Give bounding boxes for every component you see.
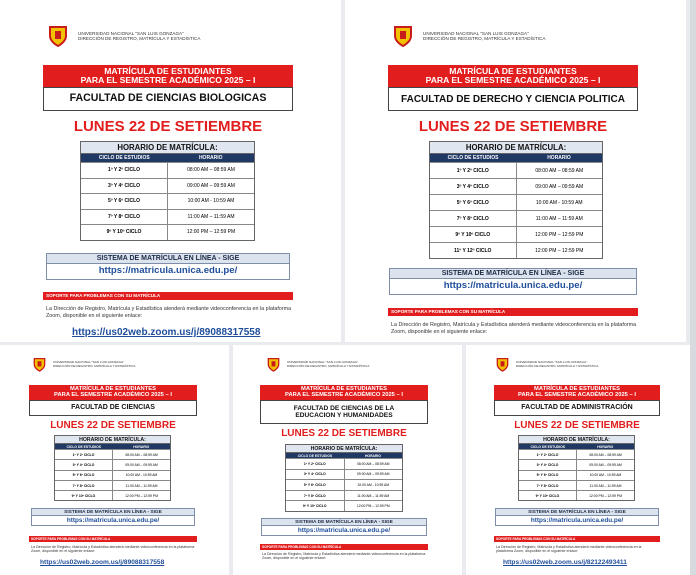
cycle-cell: 5º Y 6º CICLO [81, 194, 168, 209]
faculty-name: FACULTAD DE CIENCIAS DE LA EDUCACION Y HUMANIDADES [260, 400, 428, 424]
schedule-table [54, 435, 171, 501]
cycle-cell: 1º Y 2º CICLO [81, 163, 168, 178]
support-banner: SOPORTE PARA PROBLEMAS CON SU MATRÍCULA [29, 536, 197, 542]
sige-box [495, 508, 659, 526]
sige-box [31, 508, 195, 526]
time-cell: 10:00 AM - 10:59 AM [187, 198, 235, 205]
schedule-row [286, 490, 402, 501]
col-time: HORARIO [547, 155, 571, 161]
office-name: DIRECCIÓN DE REGISTRO, MATRÍCULA Y ESTADÍSTICA [287, 363, 370, 368]
cycle-cell: 1º Y 2º CICLO [286, 459, 345, 469]
time-cell: 10:00 AM - 10:59 AM [535, 199, 583, 206]
time-cell: 10:00 AM - 10:59 AM [125, 473, 158, 478]
flyer-header [496, 357, 598, 372]
schedule-row [286, 479, 402, 490]
faculty-name: FACULTAD DE ADMINISTRACIÓN [494, 400, 660, 416]
schedule-row [430, 162, 602, 178]
sige-title: SISTEMA DE MATRÍCULA EN LÍNEA - SIGE [47, 254, 289, 264]
time-cell: 09:00 AM – 09:59 AM [589, 462, 622, 467]
schedule-row [55, 459, 170, 469]
sige-link[interactable]: https://matricula.unica.edu.pe/ [530, 517, 624, 524]
time-cell: 11:00 AM – 11:59 AM [535, 215, 583, 222]
col-time: HORARIO [364, 453, 381, 458]
office-name: DIRECCIÓN DE REGISTRO, MATRÍCULA Y ESTADÍSTICA [78, 36, 201, 41]
time-cell: 08:00 AM – 08:59 AM [125, 452, 158, 457]
flyer-ciencias[interactable] [0, 345, 229, 575]
faculty-name: FACULTAD DE DERECHO Y CIENCIA POLITICA [388, 87, 638, 111]
cycle-cell: 5º Y 6º CICLO [430, 195, 517, 210]
schedule-title: HORARIO DE MATRÍCULA: [430, 142, 602, 154]
support-text: La Dirección de Registro, Matrícula y Estadística atenderá mediante videoconferencia en la plataforma Zoom, disponible en el siguiente enlace: [46, 306, 292, 319]
cycle-cell: 5º Y 6º CICLO [55, 471, 113, 480]
time-cell: 12:00 PM – 12:59 PM [356, 504, 390, 509]
time-cell: 11:00 AM – 11:59 AM [187, 213, 235, 220]
cycle-cell: 11º Y 12º CICLO [430, 243, 517, 258]
schedule-table [80, 141, 255, 241]
sige-link[interactable]: https://matricula.unica.edu.pe/ [443, 280, 583, 291]
time-cell: 12:00 PM – 12:59 PM [186, 229, 236, 236]
scrollbar-track[interactable] [690, 0, 696, 575]
support-banner: SOPORTE PARA PROBLEMAS CON SU MATRÍCULA [43, 292, 293, 300]
time-cell: 09:00 AM – 09:59 AM [357, 472, 390, 477]
schedule-header-row [430, 154, 602, 162]
cycle-cell: 3º Y 4º CICLO [519, 460, 577, 469]
schedule-row [430, 242, 602, 258]
office-name: DIRECCIÓN DE REGISTRO, MATRÍCULA Y ESTADÍSTICA [53, 363, 136, 368]
university-crest-icon [267, 357, 280, 372]
enrollment-banner: MATRÍCULA DE ESTUDIANTES PARA EL SEMESTRE ACADÉMICO 2025 – I [388, 65, 638, 87]
schedule-table [429, 141, 603, 259]
flyer-header [267, 357, 369, 372]
time-cell: 10:00 AM - 10:59 AM [589, 473, 622, 478]
flyer-educacion[interactable] [233, 345, 462, 575]
schedule-header-row [286, 453, 402, 458]
col-cycle: CICLO DE ESTUDIOS [297, 453, 333, 458]
schedule-row [519, 459, 634, 469]
support-text: La Dirección de Registro, Matrícula y Estadística atenderá mediante videoconferencia en la plataforma Zoom, disponible en el siguiente enlace: [262, 552, 426, 561]
time-cell: 10:00 AM - 10:59 AM [357, 482, 390, 487]
schedule-row [286, 469, 402, 480]
time-cell: 11:00 AM – 11:59 AM [589, 483, 622, 488]
university-crest-icon [393, 25, 413, 47]
cycle-cell: 9º Y 10º CICLO [519, 491, 577, 500]
university-name: UNIVERSIDAD NACIONAL "SAN LUIS GONZAGA" [78, 30, 184, 36]
time-cell: 08:00 AM – 08:59 AM [535, 167, 584, 174]
university-name: UNIVERSIDAD NACIONAL "SAN LUIS GONZAGA" [423, 30, 529, 36]
enrollment-banner: MATRÍCULA DE ESTUDIANTES PARA EL SEMESTRE ACADÉMICO 2025 – I [260, 385, 428, 400]
support-text: La Dirección de Registro, Matrícula y Estadística atenderá mediante videoconferencia en la plataforma Zoom, disponible en el siguiente enlace: [391, 322, 637, 335]
sige-link[interactable]: https://matricula.unica.edu.pe/ [98, 265, 238, 276]
office-name: DIRECCIÓN DE REGISTRO, MATRÍCULA Y ESTADÍSTICA [423, 36, 546, 41]
schedule-row [519, 449, 634, 459]
schedule-table [518, 435, 635, 501]
cycle-cell: 1º Y 2º CICLO [55, 450, 113, 459]
flyer-ciencias-biologicas[interactable] [0, 0, 341, 342]
schedule-row [519, 490, 634, 500]
faculty-name: FACULTAD DE CIENCIAS BIOLOGICAS [43, 87, 293, 111]
time-cell: 12:00 PM – 12:59 PM [589, 493, 622, 498]
cycle-cell: 3º Y 4º CICLO [286, 470, 345, 480]
sige-box [261, 518, 427, 536]
university-name: UNIVERSIDAD NACIONAL "SAN LUIS GONZAGA" [53, 359, 125, 364]
schedule-row [55, 490, 170, 500]
time-cell: 09:00 AM – 09:59 AM [535, 183, 584, 190]
office-name: DIRECCIÓN DE REGISTRO, MATRÍCULA Y ESTADÍSTICA [516, 363, 599, 368]
enrollment-date: LUNES 22 DE SETIEMBRE [281, 428, 407, 439]
col-cycle: CICLO DE ESTUDIOS [447, 155, 499, 161]
flyer-header [48, 25, 200, 47]
schedule-header-row [519, 444, 634, 449]
support-banner: SOPORTE PARA PROBLEMAS CON SU MATRÍCULA [388, 308, 638, 316]
faculty-name: FACULTAD DE CIENCIAS [29, 400, 197, 416]
enrollment-banner: MATRÍCULA DE ESTUDIANTES PARA EL SEMESTRE ACADÉMICO 2025 – I [29, 385, 197, 400]
schedule-row [519, 480, 634, 490]
col-time: HORARIO [597, 444, 614, 449]
col-cycle: CICLO DE ESTUDIOS [66, 444, 101, 449]
schedule-title: HORARIO DE MATRÍCULA: [81, 142, 254, 154]
enrollment-banner: MATRÍCULA DE ESTUDIANTES PARA EL SEMESTRE ACADÉMICO 2025 – I [494, 385, 660, 400]
enrollment-date: LUNES 22 DE SETIEMBRE [418, 118, 608, 135]
university-crest-icon [48, 25, 68, 47]
sige-link[interactable]: https://matricula.unica.edu.pe/ [66, 517, 160, 524]
zoom-link[interactable]: https://us02web.zoom.us/j/89088317558 [72, 327, 261, 338]
sige-title: SISTEMA DE MATRÍCULA EN LÍNEA - SIGE [262, 519, 426, 526]
cycle-cell: 7º Y 8º CICLO [430, 211, 517, 226]
schedule-title: HORARIO DE MATRÍCULA: [55, 436, 170, 444]
col-cycle: CICLO DE ESTUDIOS [530, 444, 565, 449]
schedule-title: HORARIO DE MATRÍCULA: [519, 436, 634, 444]
time-cell: 08:00 AM – 08:59 AM [357, 461, 390, 466]
sige-link[interactable]: https://matricula.unica.edu.pe/ [297, 527, 391, 534]
sige-title: SISTEMA DE MATRÍCULA EN LÍNEA - SIGE [496, 509, 658, 516]
time-cell: 12:00 PM – 12:59 PM [535, 247, 584, 254]
cycle-cell: 3º Y 4º CICLO [55, 460, 113, 469]
col-cycle: CICLO DE ESTUDIOS [98, 155, 150, 161]
schedule-header-row [81, 154, 254, 162]
schedule-row [81, 162, 254, 178]
cycle-cell: 7º Y 8º CICLO [519, 481, 577, 490]
time-cell: 11:00 AM – 11:59 AM [357, 493, 390, 498]
university-crest-icon [33, 357, 46, 372]
enrollment-date: LUNES 22 DE SETIEMBRE [514, 420, 640, 431]
zoom-link[interactable]: https://us02web.zoom.us/j/89088317558 [40, 559, 165, 566]
zoom-link[interactable]: https://us02web.zoom.us/j/82122493411 [503, 559, 627, 566]
schedule-row [430, 210, 602, 226]
cycle-cell: 3º Y 4º CICLO [430, 179, 517, 194]
schedule-row [55, 470, 170, 480]
schedule-header-row [55, 444, 170, 449]
time-cell: 11:00 AM – 11:59 AM [125, 483, 158, 488]
schedule-row [81, 193, 254, 209]
enrollment-date: LUNES 22 DE SETIEMBRE [50, 420, 176, 431]
time-cell: 12:00 PM – 12:59 PM [125, 493, 158, 498]
cycle-cell: 5º Y 6º CICLO [286, 480, 345, 490]
sige-box [46, 253, 290, 280]
schedule-table [285, 444, 403, 512]
schedule-row [519, 470, 634, 480]
col-time: HORARIO [133, 444, 150, 449]
support-banner: SOPORTE PARA PROBLEMAS CON SU MATRÍCULA [494, 536, 660, 542]
cycle-cell: 3º Y 4º CICLO [81, 179, 168, 194]
cycle-cell: 9º Y 10º CICLO [55, 491, 113, 500]
cycle-cell: 1º Y 2º CICLO [430, 163, 517, 178]
time-cell: 09:00 AM – 09:59 AM [187, 182, 235, 189]
time-cell: 08:00 AM – 08:59 AM [589, 452, 622, 457]
cycle-cell: 7º Y 8º CICLO [81, 210, 168, 225]
sige-box [389, 268, 637, 295]
schedule-row [55, 480, 170, 490]
flyer-administracion[interactable] [466, 345, 691, 575]
time-cell: 08:00 AM – 08:59 AM [187, 167, 235, 174]
cycle-cell: 1º Y 2º CICLO [519, 450, 577, 459]
university-name: UNIVERSIDAD NACIONAL "SAN LUIS GONZAGA" [287, 359, 359, 364]
schedule-row [430, 194, 602, 210]
sige-title: SISTEMA DE MATRÍCULA EN LÍNEA - SIGE [390, 269, 636, 279]
schedule-row [430, 226, 602, 242]
support-text: La Dirección de Registro, Matrícula y Estadística atenderá mediante videoconferencia en la plataforma Zoom, disponible en el siguiente enlace: [496, 545, 642, 554]
time-cell: 12:00 PM – 12:59 PM [535, 231, 584, 238]
university-name: UNIVERSIDAD NACIONAL "SAN LUIS GONZAGA" [516, 359, 588, 364]
schedule-row [55, 449, 170, 459]
schedule-title: HORARIO DE MATRÍCULA: [286, 445, 402, 453]
sige-title: SISTEMA DE MATRÍCULA EN LÍNEA - SIGE [32, 509, 194, 516]
flyer-derecho[interactable] [345, 0, 686, 342]
schedule-row [81, 209, 254, 225]
support-banner: SOPORTE PARA PROBLEMAS CON SU MATRÍCULA [260, 544, 428, 550]
schedule-row [286, 500, 402, 511]
cycle-cell: 7º Y 8º CICLO [55, 481, 113, 490]
university-crest-icon [496, 357, 509, 372]
cycle-cell: 9º Y 10º CICLO [81, 225, 168, 240]
col-time: HORARIO [198, 155, 223, 161]
schedule-row [430, 178, 602, 194]
cycle-cell: 7º Y 8º CICLO [286, 491, 345, 501]
cycle-cell: 9º Y 10º CICLO [430, 227, 517, 242]
time-cell: 09:00 AM – 09:59 AM [125, 462, 158, 467]
cycle-cell: 5º Y 6º CICLO [519, 471, 577, 480]
schedule-row [286, 458, 402, 469]
cycle-cell: 9º Y 10º CICLO [286, 501, 345, 511]
schedule-row [81, 178, 254, 194]
enrollment-banner: MATRÍCULA DE ESTUDIANTES PARA EL SEMESTRE ACADÉMICO 2025 – I [43, 65, 293, 87]
enrollment-date: LUNES 22 DE SETIEMBRE [73, 118, 263, 135]
support-text: La Dirección de Registro, Matrícula y Estadística atenderá mediante videoconferencia en la plataforma Zoom, disponible en el siguiente enlace: [31, 545, 195, 554]
flyer-header [33, 357, 135, 372]
flyer-header [393, 25, 545, 47]
schedule-row [81, 224, 254, 240]
